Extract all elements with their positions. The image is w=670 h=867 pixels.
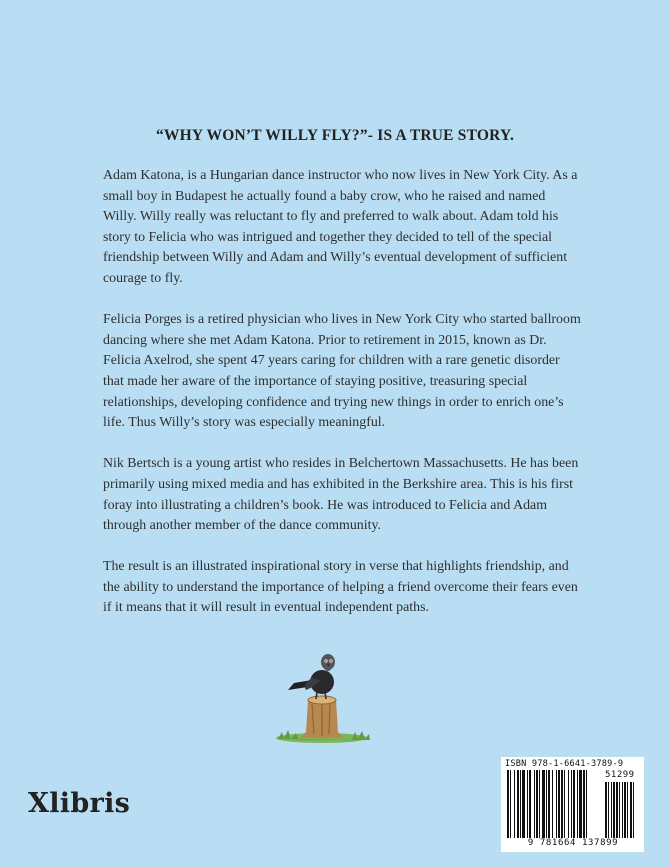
cover-title: “WHY WON’T WILLY FLY?”- IS A TRUE STORY. <box>155 127 515 144</box>
paragraph-about-nik: Nik Bertsch is a young artist who resides in Belchertown Massachusetts. He has been primarily using mixed media and has exhibited in the Berkshire area. This is his first foray into illustrating a children’s book. He was introduced to Felicia and Adam through another member of the dance community. <box>103 456 579 534</box>
paragraph-result: The result is an illustrated inspirational story in verse that highlights friendship, and the ability to understand the importance of helping a friend overcome their fears even if it means that it will result in eventual independent paths. <box>103 559 578 616</box>
isbn-number: ISBN 978-1-6641-3789-9 <box>505 759 624 769</box>
crow-on-stump-icon <box>272 652 376 756</box>
barcode-label <box>501 757 644 852</box>
paragraph-about-felicia: Felicia Porges is a retired physician who lives in New York City who started ballroom dancing where she met Adam Katona. Prior to retirement in 2015, known as Dr. Felicia Axelrod, she spent 47 years caring for children with a rare genetic disorder that made her aware of the importance of staying positive, treasuring special relationships, developing confidence and trying new things in order to enrich one’s life. Thus Willy’s story was especially meaningful. <box>103 312 581 431</box>
barcode-icon <box>505 770 641 840</box>
back-cover-text <box>103 166 581 640</box>
price-code: 51299 <box>605 770 635 780</box>
publisher-logo: Xlibris <box>28 788 131 819</box>
paragraph-about-adam: Adam Katona, is a Hungarian dance instructor who now lives in New York City. As a small boy in Budapest he actually found a baby crow, who he raised and named Willy. Willy really was reluctant to fly and preferred to walk about. Adam told his story to Felicia who was intrigued and together they decided to tell of the special friendship between Willy and Adam and Willy’s eventual development of sufficient courage to fly. <box>103 168 578 286</box>
barcode-digits: 9 781664 137899 <box>505 838 641 848</box>
